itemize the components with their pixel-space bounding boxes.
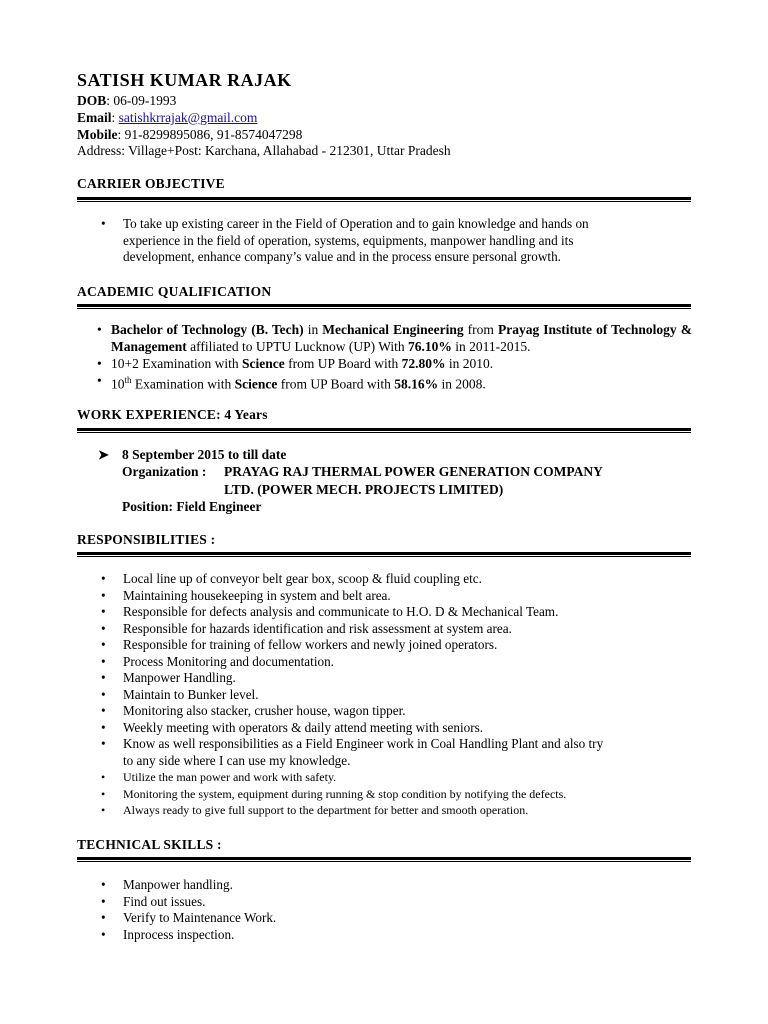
email-label: Email: [77, 109, 112, 125]
list-item: [77, 877, 697, 894]
bullet-icon: •: [101, 786, 106, 801]
list-item-text: Maintain to Bunker level.: [123, 686, 259, 702]
list-item: [77, 621, 697, 638]
objective-line-1: To take up existing career in the Field of Operation and to gain knowledge and hands on: [123, 216, 589, 231]
list-item-text: Responsible for defects analysis and communicate to H.O. D & Mechanical Team.: [123, 604, 559, 619]
dob-line: [77, 93, 451, 110]
mobile-value: : 91-8299895086, 91-8574047298: [117, 126, 303, 142]
list-item: [77, 703, 697, 720]
section-divider: [77, 552, 691, 557]
text-run: from: [463, 322, 498, 337]
text-run: affiliated to UPTU Lucknow (UP) With: [186, 339, 409, 354]
section-divider: [77, 428, 691, 433]
org-name-line-2: LTD. (POWER MECH. PROJECTS LIMITED): [224, 482, 504, 497]
email-sep: :: [111, 109, 119, 125]
text-run: in 2010.: [445, 356, 494, 371]
skills-heading: TECHNICAL SKILLS :: [77, 837, 222, 852]
work-date: 8 September 2015 to till date: [122, 447, 287, 462]
bullet-icon: •: [101, 637, 106, 652]
institute-name: Prayag Institute of Technology & Management: [111, 322, 692, 354]
list-item-text: Local line up of conveyor belt gear box, scoop & fluid coupling etc.: [123, 571, 482, 586]
list-item-text: Know as well responsibilities as a Field Engineer work in Coal Handling Plant and also try: [123, 736, 604, 751]
responsibilities-heading: RESPONSIBILITIES :: [77, 532, 216, 547]
list-item-text: Inprocess inspection.: [123, 926, 235, 942]
objective-list: [77, 216, 697, 266]
bullet-icon: •: [101, 910, 106, 925]
bullet-icon: •: [101, 893, 106, 909]
list-item-text-continued: to any side where I can use my knowledge.: [123, 752, 351, 768]
bullet-icon: •: [101, 216, 106, 231]
list-item-text: Verify to Maintenance Work.: [123, 910, 277, 925]
list-item-text: Responsible for hazards identification and risk assessment at system area.: [123, 620, 512, 636]
bullet-icon: •: [101, 803, 106, 817]
list-item: [77, 802, 697, 819]
superscript: th: [124, 375, 132, 385]
list-item: [77, 604, 697, 621]
degree-name: Bachelor of Technology (B. Tech): [111, 322, 304, 337]
list-item: [77, 894, 697, 911]
contact-info: [77, 93, 451, 160]
dob-label: DOB: [77, 93, 107, 108]
bullet-icon: •: [101, 686, 106, 702]
list-item: [77, 654, 697, 671]
text-run: in 2011-2015.: [451, 339, 531, 354]
list-item-text: Responsible for training of fellow workers and newly joined operators.: [123, 637, 498, 652]
skills-list: [77, 877, 697, 943]
candidate-name: SATISH KUMAR RAJAK: [77, 70, 292, 90]
list-item: [77, 637, 697, 654]
bullet-icon: •: [101, 736, 106, 751]
org-name-line-1: PRAYAG RAJ THERMAL POWER GENERATION COMPANY: [224, 464, 603, 479]
section-divider: [77, 197, 691, 202]
dob-value: : 06-09-1993: [106, 93, 177, 108]
arrow-bullet-icon: ➤: [98, 447, 109, 462]
work-heading: WORK EXPERIENCE: 4 Years: [77, 407, 268, 422]
mobile-label: Mobile: [77, 126, 118, 142]
section-divider: [77, 304, 691, 309]
bullet-icon: •: [101, 571, 106, 586]
objective-line-3: development, enhance company’s value and in the process ensure personal growth.: [123, 249, 561, 264]
text-run: 10: [111, 376, 125, 392]
stream-name: Science: [241, 356, 285, 371]
text-run: from UP Board with: [277, 376, 395, 392]
academic-list: [97, 321, 692, 393]
bullet-icon: •: [101, 770, 106, 784]
list-item-text: Maintaining housekeeping in system and belt area.: [123, 587, 391, 603]
list-item-text: Process Monitoring and documentation.: [123, 653, 334, 669]
email-line: [77, 110, 451, 127]
address-line: Address: Village+Post: Karchana, Allahabad - 212301, Uttar Pradesh: [77, 143, 451, 159]
academic-item-btech: [97, 321, 692, 355]
academic-item-12th: [97, 355, 692, 372]
bullet-icon: •: [101, 604, 106, 619]
objective-heading: CARRIER OBJECTIVE: [77, 176, 225, 191]
list-item: [77, 769, 697, 786]
position: Position: Field Engineer: [122, 499, 262, 514]
bullet-icon: •: [97, 356, 102, 371]
list-item: [77, 910, 697, 927]
btech-percentage: 76.10%: [408, 339, 452, 354]
bullet-icon: •: [97, 322, 102, 337]
text-run: 10+2 Examination with: [111, 356, 242, 371]
stream-name: Science: [234, 376, 278, 392]
12th-percentage: 72.80%: [401, 356, 446, 371]
text-run: in: [303, 322, 323, 337]
10th-percentage: 58.16%: [394, 376, 439, 392]
list-item: [77, 927, 697, 944]
text-run: from UP Board with: [284, 356, 402, 371]
email-link[interactable]: satishkrrajak@gmail.com: [118, 109, 258, 125]
org-label: Organization :: [122, 464, 207, 479]
objective-item: [77, 216, 697, 266]
bullet-icon: •: [101, 670, 106, 685]
text-run: Examination with: [131, 376, 235, 392]
bullet-icon: •: [101, 719, 106, 735]
bullet-icon: •: [101, 620, 106, 636]
list-item: [77, 736, 697, 769]
bullet-icon: •: [101, 703, 106, 718]
section-divider: [77, 857, 691, 862]
list-item: [77, 786, 697, 803]
list-item: [77, 670, 697, 687]
list-item: [77, 720, 697, 737]
list-item-text: Manpower Handling.: [123, 670, 236, 685]
bullet-icon: •: [101, 653, 106, 669]
bullet-icon: •: [101, 926, 106, 942]
academic-item-10th: [97, 372, 692, 393]
list-item: [77, 687, 697, 704]
list-item-text: Manpower handling.: [123, 877, 233, 892]
mobile-line: [77, 127, 451, 144]
list-item-text: Utilize the man power and work with safety.: [123, 770, 337, 784]
bullet-icon: •: [101, 587, 106, 603]
list-item-text: Find out issues.: [123, 893, 206, 909]
bullet-icon: •: [97, 373, 102, 388]
objective-line-2: experience in the field of operation, systems, equipments, manpower handling and its: [123, 232, 574, 248]
bullet-icon: •: [101, 877, 106, 892]
responsibilities-list: [77, 571, 697, 819]
branch-name: Mechanical Engineering: [322, 322, 464, 337]
list-item-text: Always ready to give full support to the department for better and smooth operation.: [123, 803, 529, 817]
list-item-text: Monitoring also stacker, crusher house, wagon tipper.: [123, 703, 406, 718]
list-item-text: Weekly meeting with operators & daily attend meeting with seniors.: [123, 719, 484, 735]
list-item: [77, 588, 697, 605]
list-item: [77, 571, 697, 588]
academic-heading: ACADEMIC QUALIFICATION: [77, 284, 272, 299]
text-run: in 2008.: [438, 376, 486, 392]
list-item-text: Monitoring the system, equipment during running & stop condition by notifying the defects.: [123, 786, 567, 801]
